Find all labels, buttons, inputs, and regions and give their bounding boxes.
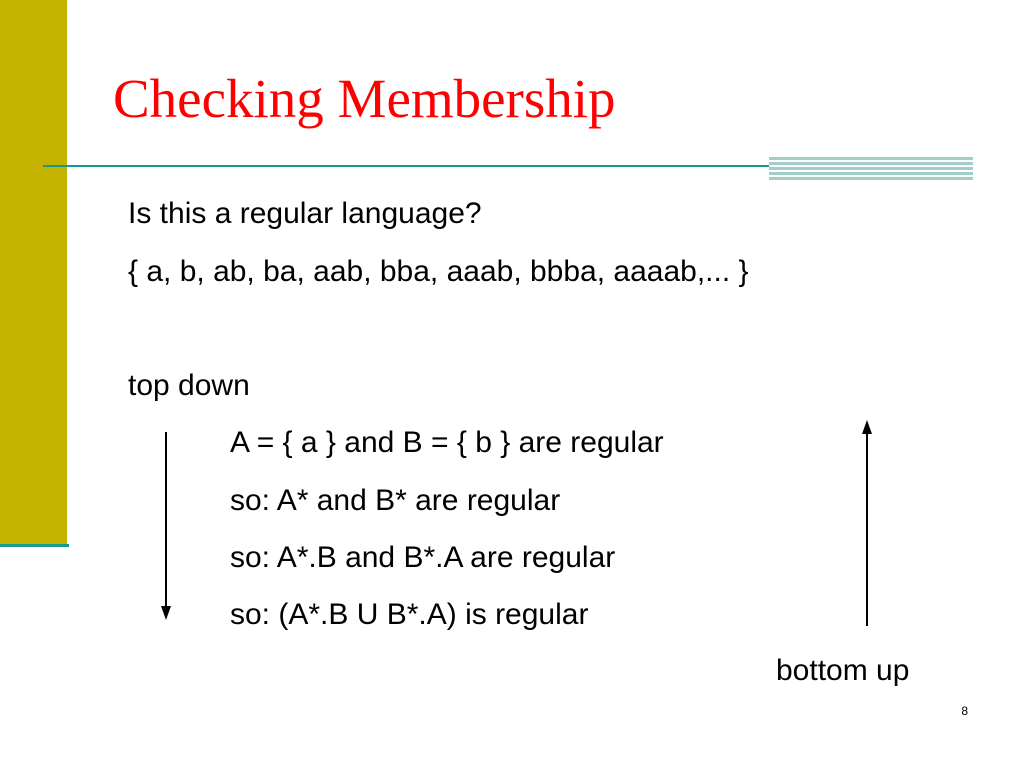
title-divider-accent [769, 157, 973, 180]
side-accent-bar [0, 0, 67, 544]
up-arrow-icon [857, 418, 877, 628]
question-text: Is this a regular language? [128, 197, 482, 230]
step-3: so: A*.B and B*.A are regular [230, 541, 616, 574]
bottom-up-label: bottom up [776, 654, 910, 687]
top-down-label: top down [128, 369, 250, 402]
side-accent-rule [0, 544, 69, 547]
language-set: { a, b, ab, ba, aab, bba, aaab, bbba, aaaab,... } [128, 255, 749, 288]
step-4: so: (A*.B U B*.A) is regular [230, 598, 589, 631]
step-1: A = { a } and B = { b } are regular [230, 426, 664, 459]
slide-title: Checking Membership [113, 68, 616, 129]
down-arrow-icon [156, 430, 176, 622]
page-number: 8 [961, 704, 968, 718]
step-2: so: A* and B* are regular [230, 484, 561, 517]
